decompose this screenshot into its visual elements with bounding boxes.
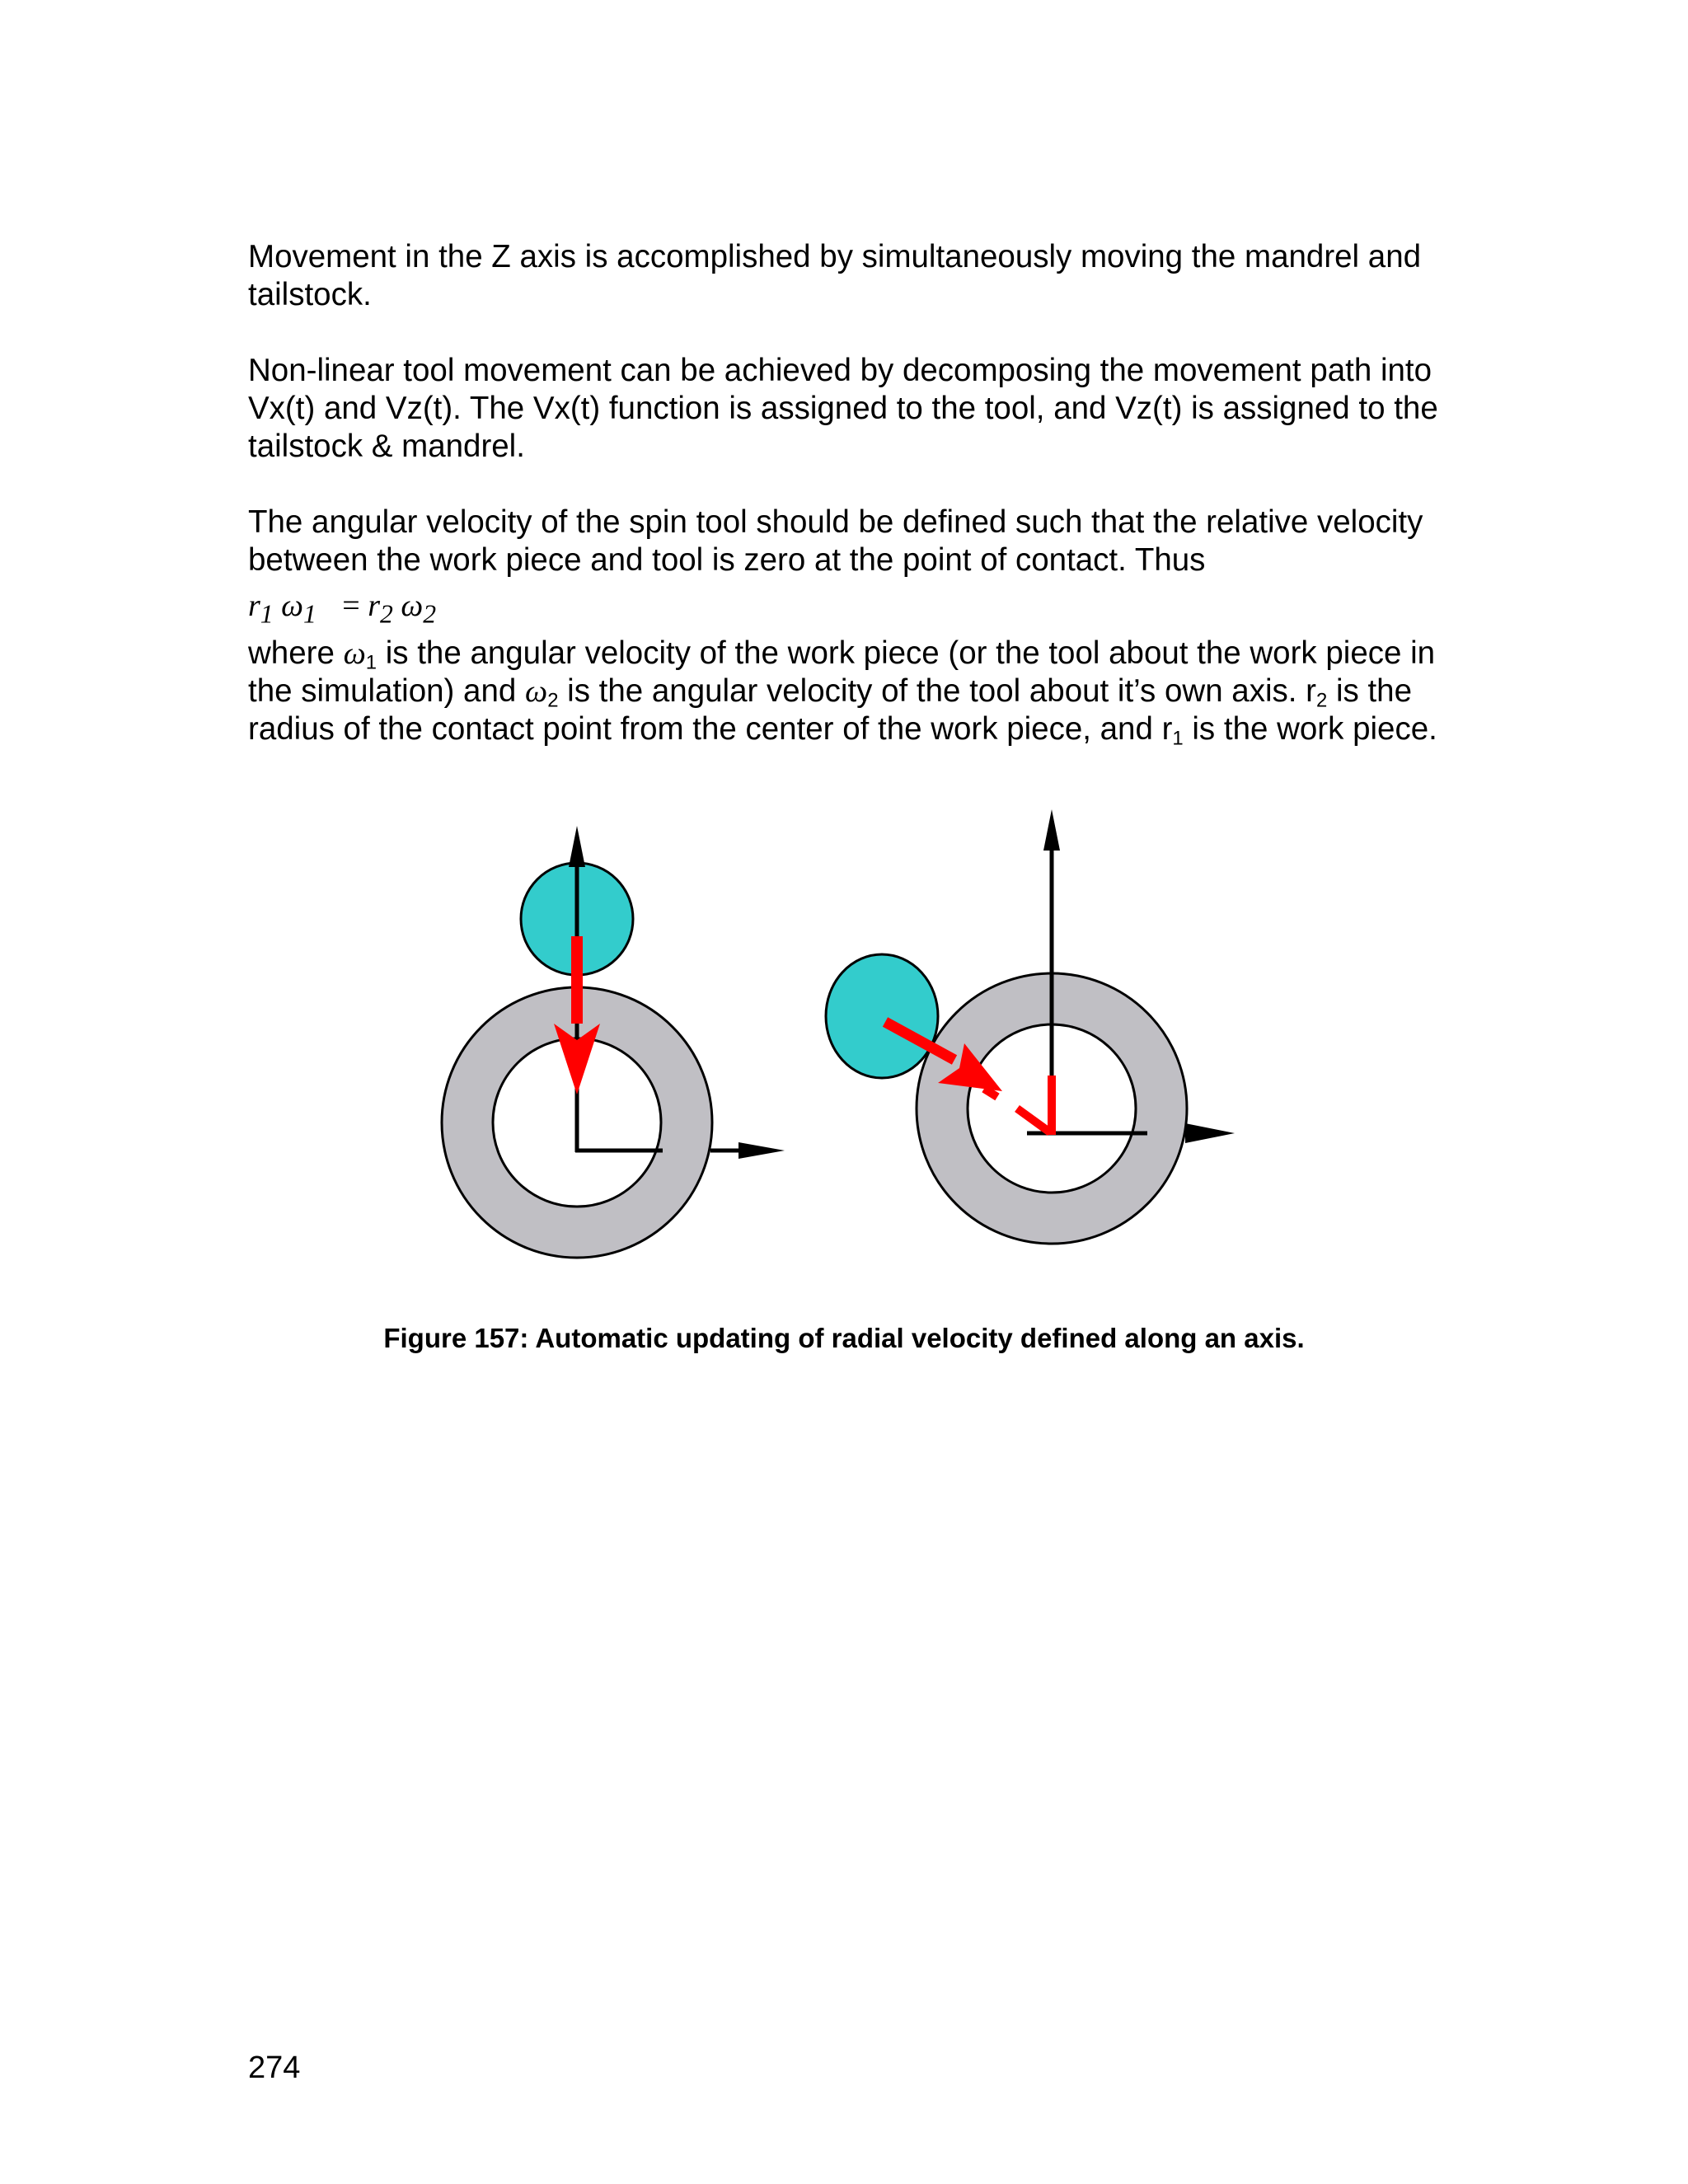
left-horizontal-axis-head	[738, 1142, 785, 1159]
eq-r1: r	[248, 588, 260, 623]
paragraph-where: where $\omega_1$ is the angular velocity of the work piece (or the tool about the work piece in the simulation) and $\omega_2$ is the angular velocity of the tool about it’s own axis. $r_2$ is the radius of the contact point from the center of the work piece, and $r_1$ is the work piece.	[248, 635, 1437, 750]
eq-omega2-sub: 2	[423, 599, 437, 629]
omega1-symbol: ω	[343, 636, 366, 671]
right-vertical-axis-head	[1043, 809, 1060, 851]
eq-omega1: ω	[281, 588, 303, 623]
paragraph-z-axis: Movement in the Z axis is accomplished by simultaneously moving the mandrel and tailstock.	[248, 239, 1422, 312]
equation	[248, 587, 436, 634]
paragraph-angular-velocity: The angular velocity of the spin tool should be defined such that the relative velocity between the work piece and tool is zero at the point of contact. Thus	[248, 504, 1423, 578]
paragraph-nonlinear-movement: Non-linear tool movement can be achieved by decomposing the movement path into Vx(t) and Vz(t). The Vx(t) function is assigned to the tool, and Vz(t) is assigned to the tailstock & mandrel.	[248, 353, 1438, 464]
figure-svg	[412, 808, 1286, 1286]
eq-omega1-sub: 1	[302, 599, 316, 629]
panel-right	[826, 809, 1235, 1244]
left-vertical-axis-head	[569, 826, 585, 867]
eq-r1-sub: 1	[260, 599, 274, 629]
eq-r2: r	[368, 588, 381, 623]
figure-caption: Figure 157: Automatic updating of radial velocity defined along an axis.	[383, 1323, 1305, 1353]
eq-equals: =	[342, 588, 360, 623]
eq-omega2: ω	[401, 588, 424, 623]
right-horizontal-axis-head	[1185, 1123, 1235, 1143]
right-tool-circle	[826, 954, 938, 1078]
omega2-symbol: ω	[525, 674, 548, 709]
eq-r2-sub: 2	[380, 599, 393, 629]
page-number: 274	[248, 2050, 301, 2085]
figure-diagram	[412, 808, 1286, 1286]
panel-left	[442, 826, 785, 1258]
